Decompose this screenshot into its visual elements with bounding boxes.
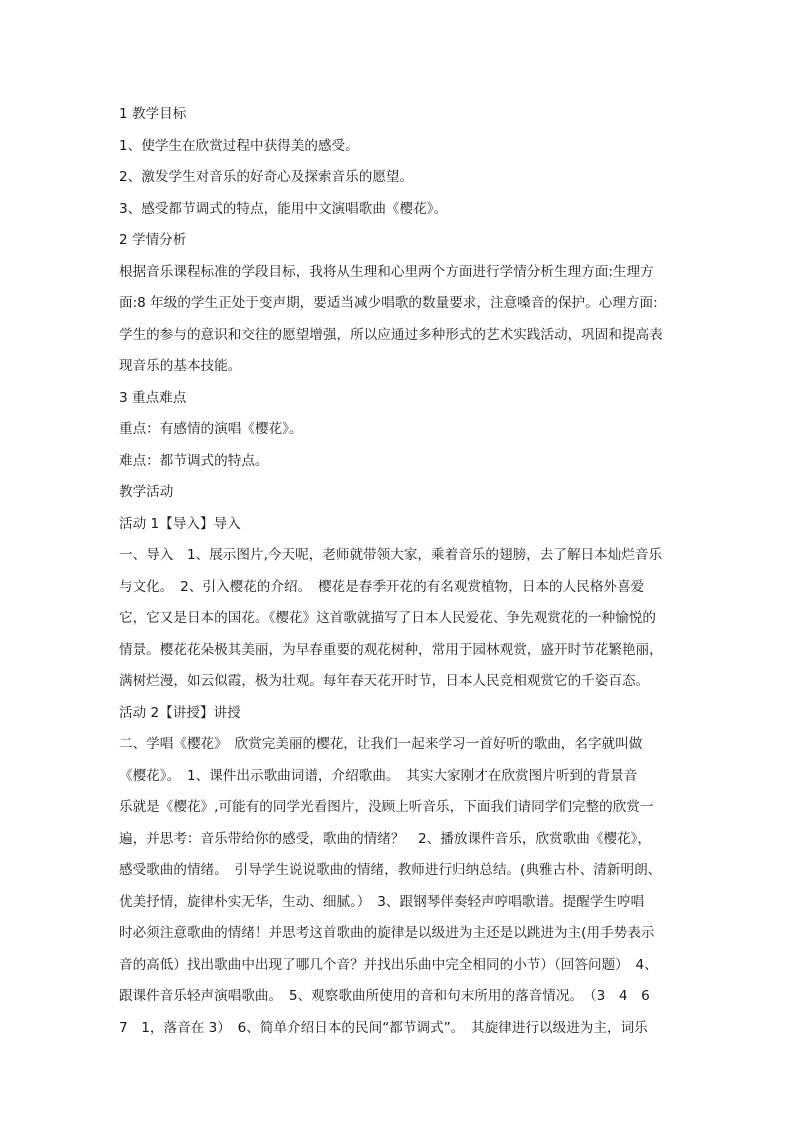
lesson-line: 7 1，落音在 3） 6、简单介绍日本的民间“都节调式”。 其旋律进行以级进为主，词乐: [119, 1019, 648, 1036]
section-heading-key-points: 3 重点难点: [119, 389, 187, 406]
lesson-line: 音的高低）找出歌曲中出现了哪几个音？并找出乐曲中完全相同的小节）（回答问题） 4、: [119, 956, 658, 973]
key-point-line: 重点：有感情的演唱《樱花》。: [119, 421, 303, 437]
activity-1-heading: 活动 1【导入】导入: [119, 515, 241, 532]
lesson-line: 乐就是《樱花》,可能有的同学光看图片，没顾上听音乐，下面我们请同学们完整的欣赏一: [119, 799, 654, 815]
lesson-line: 跟课件音乐轻声演唱歌曲。 5、观察歌曲所使用的音和句末所用的落音情况。 （3 4 6: [119, 988, 650, 1004]
lesson-line: 二、学唱《樱花》 欣赏完美丽的樱花，让我们一起来学习一首好听的歌曲，名字就叫做: [119, 736, 643, 752]
section-heading-analysis: 2 学情分析: [119, 232, 187, 248]
analysis-line: 现音乐的基本技能。: [119, 358, 242, 374]
intro-line: 与文化。 2、引入樱花的介绍。 樱花是春季开花的有名观赏植物，日本的人民格外喜爱: [119, 578, 645, 595]
objective-item-2: 2、激发学生对音乐的好奇心及探索音乐的愿望。: [119, 169, 414, 185]
lesson-line: 遍，并思考：音乐带给你的感受，歌曲的情绪？ 2、播放课件音乐，欣赏歌曲《樱花》，: [119, 830, 652, 847]
analysis-line: 根据音乐课程标准的学段目标，我将从生理和心里两个方面进行学情分析生理方面:生理方: [119, 263, 654, 280]
section-heading-objectives: 1 教学目标: [119, 106, 187, 122]
objective-item-1: 1、使学生在欣赏过程中获得美的感受。: [119, 137, 359, 154]
intro-line: 一、导入 1、展示图片,今天呢，老师就带领大家，乘着音乐的翅膀，去了解日本灿烂音乐: [119, 547, 663, 563]
lesson-line: 时必须注意歌曲的情绪！并思考这首歌曲的旋律是以级进为主还是以跳进为主(用手势表示: [119, 925, 655, 941]
document-body: [119, 99, 679, 1044]
section-heading-activities: 教学活动: [119, 484, 174, 500]
analysis-paragraph: [119, 257, 679, 383]
activity-2-heading: 活动 2【讲授】讲授: [119, 704, 241, 721]
intro-line: 它，它又是日本的国花。《樱花》这首歌就描写了日本人民爱花、争先观赏花的一种愉悦的: [119, 610, 656, 626]
analysis-line: 学生的参与的意识和交往的愿望增强，所以应通过多种形式的艺术实践活动，巩固和提高表: [119, 326, 663, 343]
intro-line: 满树烂漫，如云似霞，极为壮观。每年春天花开时节，日本人民竞相观赏它的千姿百态。: [119, 673, 650, 689]
difficulty-line: 难点：都节调式的特点。: [119, 452, 269, 469]
objective-item-3: 3、感受都节调式的特点，能用中文演唱歌曲《樱花》。: [119, 200, 448, 217]
intro-line: 情景。樱花花朵极其美丽，为早春重要的观花树种，常用于园林观赏，盛开时节花繁艳丽，: [119, 641, 663, 658]
lesson-line: 优美抒情，旋律朴实无华，生动、细腻。） 3、跟钢琴伴奏轻声哼唱歌谱。提醒学生哼唱: [119, 893, 645, 910]
lesson-line: 感受歌曲的情绪。 引导学生说说歌曲的情绪，教师进行归纳总结。(典雅古朴、清新明朗、: [119, 862, 662, 878]
analysis-line: 面:8 年级的学生正处于变声期，要适当减少唱歌的数量要求，注意嗓音的保护。心理方面:: [119, 295, 658, 311]
lesson-paragraph: [119, 729, 679, 1044]
lesson-line: 《樱花》。 1、课件出示歌曲词谱，介绍歌曲。 其实大家刚才在欣赏图片听到的背景音: [119, 767, 638, 784]
intro-paragraph: [119, 540, 679, 698]
